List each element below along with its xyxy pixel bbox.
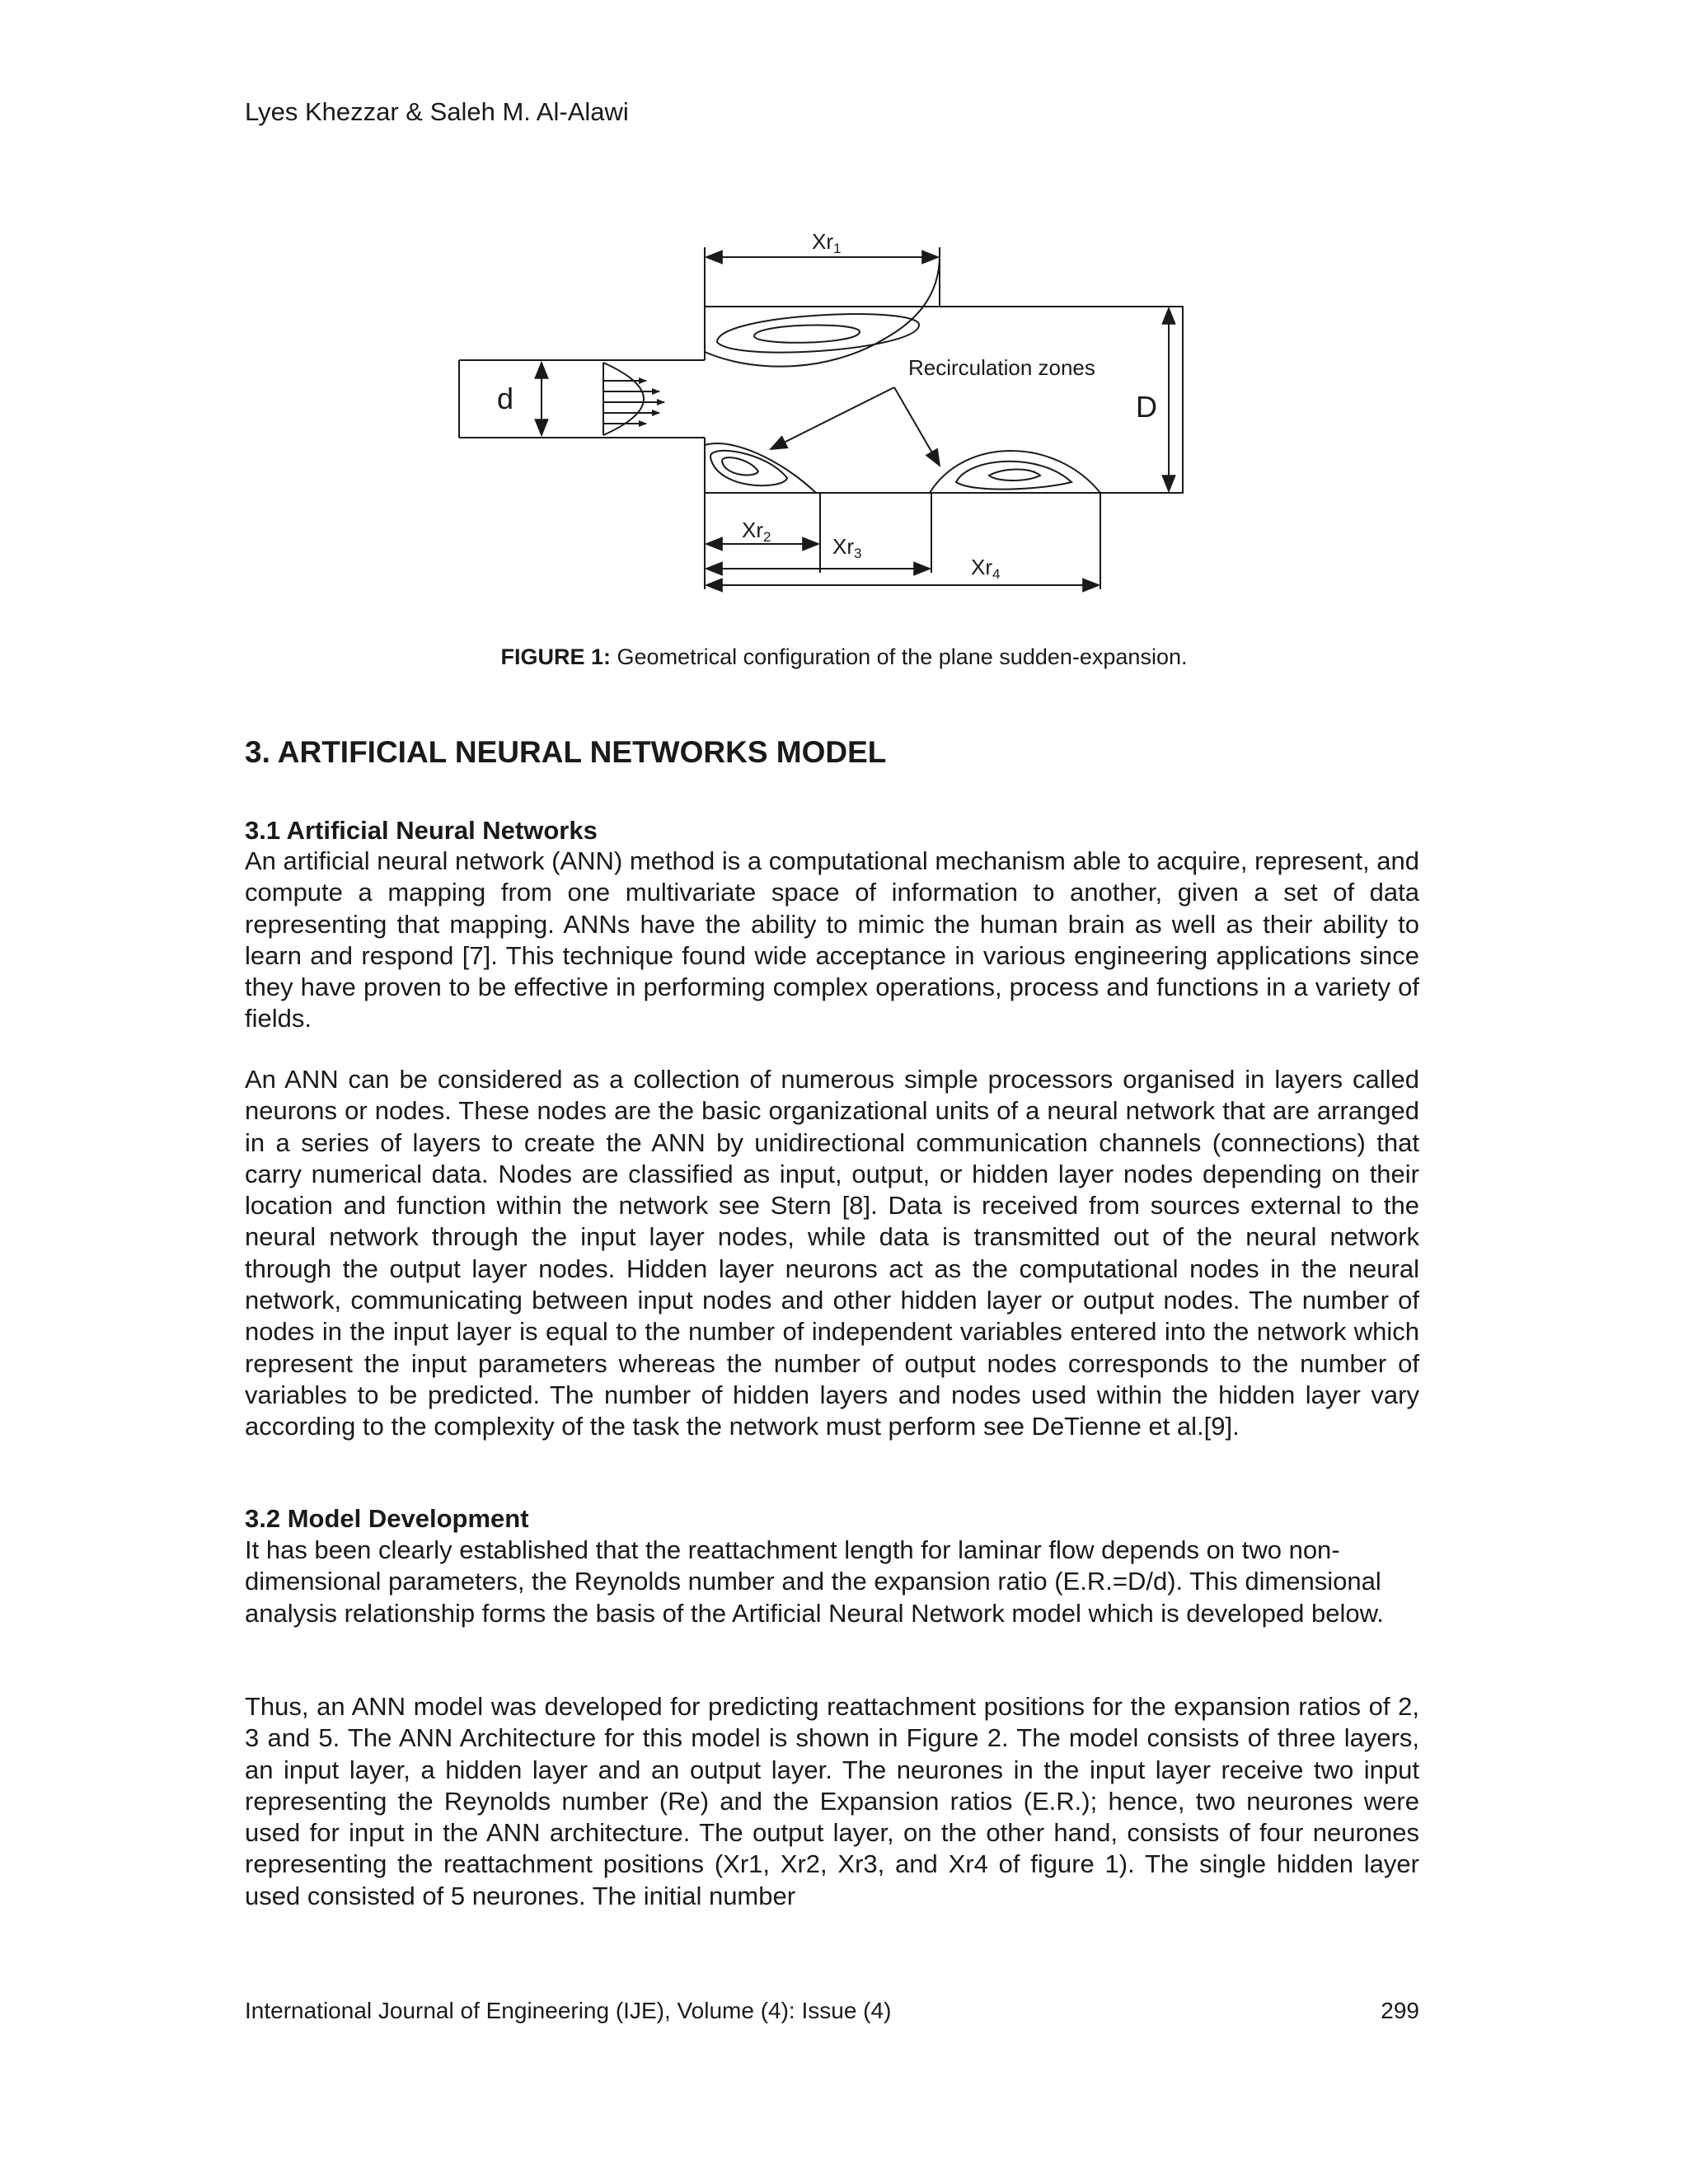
recirculation-zones-label: Recirculation zones [908, 355, 1095, 380]
page-number: 299 [1381, 1998, 1419, 2023]
recirculation-zone-right [930, 451, 1100, 493]
paragraph-3-1-b: An ANN can be considered as a collection of numerous simple processors organised in layers called neurons or nodes. These nodes are the basic organizational units of a neural network that are arranged in a series of layers to create the ANN by unidirectional communication channels (connections) that carry numerical data. Nodes are classified as input, output, or hidden layer nodes depending on their location and function within the network see Stern [8]. Data is received from sources external to the neural network through the input layer nodes, while data is transmitted out of the neural network through the output layer nodes. Hidden layer neurons act as the computational nodes in the neural network, communicating between input nodes and other hidden layer or output nodes. The number of nodes in the input layer is equal to the number of independent variables entered into the network which represent the input parameters whereas the number of output nodes corresponds to the number of variables to be predicted. The number of hidden layers and nodes used within the hidden layer vary according to the complexity of the task the network must perform see DeTienne et al.[9]. [245, 1065, 1419, 1441]
xr4-label: Xr4 [971, 555, 1001, 582]
figure-caption [0, 644, 1688, 670]
pointer-left-zone [771, 387, 894, 449]
running-header: Lyes Khezzar & Saleh M. Al-Alawi [245, 97, 629, 126]
inlet-channel-walls [459, 360, 705, 438]
figure-caption-text: Geometrical configuration of the plane sudden-expansion. [611, 644, 1188, 669]
paragraph-3-2-a: It has been clearly established that the reattachment length for laminar flow depends on two non-dimensional parameters, the Reynolds number and the expansion ratio (E.R.=D/d). This dimensional analysis relationship forms the basis of the Artificial Neural Network model which is developed below. [245, 1535, 1384, 1628]
small-d-label: d [497, 382, 514, 415]
xr1-label: Xr1 [812, 229, 842, 256]
expansion-channel-walls [705, 307, 1183, 493]
pointer-right-zone [894, 387, 940, 466]
xr2-label: Xr2 [742, 518, 771, 545]
figure-caption-label: FIGURE 1: [500, 644, 612, 669]
big-d-label: D [1136, 390, 1157, 424]
footer-journal: International Journal of Engineering (IJE), Volume (4): Issue (4) [245, 1998, 892, 2023]
subsection-title-3-1: 3.1 Artificial Neural Networks [245, 816, 598, 845]
figure-1-diagram [445, 223, 1203, 610]
paragraph-3-2-b: Thus, an ANN model was developed for predicting reattachment positions for the expansion ratios of 2, 3 and 5. The ANN Architecture for this model is shown in Figure 2. The model consists of three layers, an input layer, a hidden layer and an output layer. The neurones in the input layer receive two input representing the Reynolds number (Re) and the Expansion ratios (E.R.); hence, two neurones were used for input in the ANN architecture. The output layer, on the other hand, consists of four neurones representing the reattachment positions (Xr1, Xr2, Xr3, and Xr4 of figure 1). The single hidden layer used consisted of 5 neurones. The initial number [245, 1692, 1419, 1910]
subsection-title-3-2: 3.2 Model Development [245, 1504, 529, 1533]
section-title: 3. ARTIFICIAL NEURAL NETWORKS MODEL [245, 735, 887, 769]
paragraph-3-1-a: An artificial neural network (ANN) method is a computational mechanism able to acquire, represent, and compute a mapping from one multivariate space of information to another, given a set of data representing that mapping. ANNs have the ability to mimic the human brain as well as their ability to learn and respond [7]. This technique found wide acceptance in various engineering applications since they have proven to be effective in performing complex operations, process and functions in a variety of fields. [245, 846, 1419, 1033]
xr3-label: Xr3 [832, 534, 862, 561]
sudden-expansion-svg [445, 223, 1203, 610]
